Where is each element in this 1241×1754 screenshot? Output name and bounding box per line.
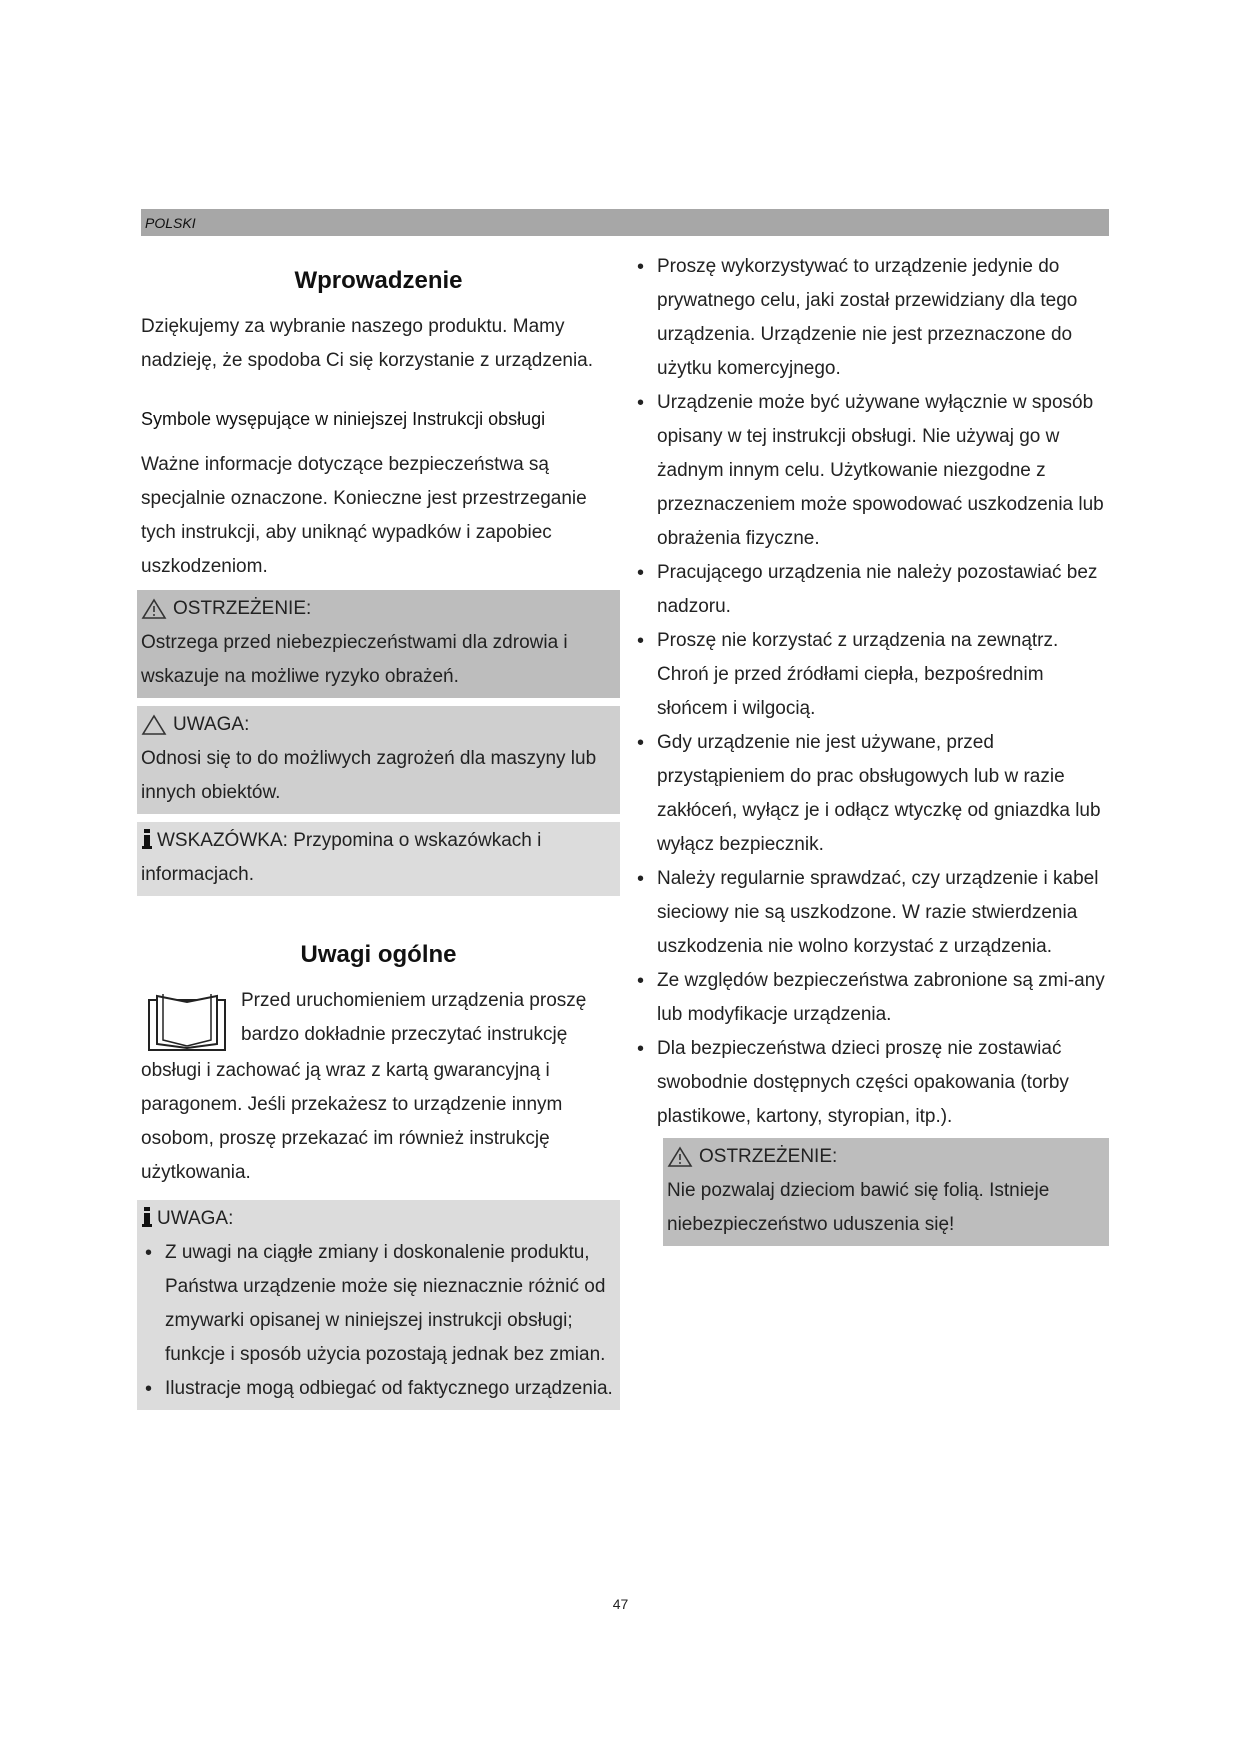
list-item: • Pracującego urządzenia nie należy pozostawiać bez nadzoru.: [633, 556, 1109, 624]
list-item: • Gdy urządzenie nie jest używane, przed przystąpieniem do prac obsługowych lub w razie zakłóceń, wyłącz je i odłącz wtyczkę od gniazdka lub wyłącz bezpiecznik.: [633, 726, 1109, 862]
note-label: UWAGA:: [157, 1208, 234, 1229]
general-text-line1: Przed uruchomieniem urządzenia proszę: [241, 990, 587, 1011]
general-text-line2: bardzo dokładnie przeczytać instrukcję: [241, 1024, 568, 1045]
note-box: [137, 1200, 620, 1410]
list-item: • Proszę nie korzystać z urządzenia na zewnątrz. Chroń je przed źródłami ciepła, bezpośrednim słońcem i wilgocią.: [633, 624, 1109, 726]
caution-triangle-icon: [141, 714, 167, 736]
list-item: • Dla bezpieczeństwa dzieci proszę nie zostawiać swobodnie dostępnych części opakowania (torby plastikowe, kartony, styropian, itp.).: [633, 1032, 1109, 1134]
language-label: POLSKI: [145, 215, 196, 231]
warning-box: [137, 590, 620, 698]
list-item: • Proszę wykorzystywać to urządzenie jedynie do prywatnego celu, jaki został przewidziany dla tego urządzenia. Urządzenie nie jest przeznaczone do użytku komercyjnego.: [633, 250, 1109, 386]
safety-list: [633, 250, 1109, 1134]
warning-text: Ostrzega przed niebezpieczeństwami dla zdrowia i wskazuje na możliwe ryzyko obrażeń.: [141, 632, 568, 687]
general-text-rest: obsługi i zachować ją wraz z kartą gwarancyjną i paragonem. Jeśli przekażesz to urządzenie innym osobom, proszę przekazać im również instrukcję użytkowania.: [141, 1060, 563, 1183]
note-list: [141, 1236, 616, 1406]
final-warning-label: OSTRZEŻENIE:: [699, 1146, 838, 1167]
info-icon: [141, 828, 153, 850]
page-number: 47: [612, 1596, 629, 1612]
intro-text: Dziękujemy za wybranie naszego produktu. Mamy nadzieję, że spodoba Ci się korzystanie z urządzenia.: [141, 316, 594, 371]
final-warning-box: [663, 1138, 1109, 1246]
info-icon: [141, 1206, 153, 1228]
list-item: • Z uwagi na ciągłe zmiany i doskonalenie produktu, Państwa urządzenie może się nieznacznie różnić od zmywarki opisanej w niniejszej instrukcji obsługi; funkcje i sposób użycia pozostają jednak bez zmian.: [141, 1236, 616, 1372]
caution-text: Odnosi się to do możliwych zagrożeń dla maszyny lub innych obiektów.: [141, 748, 597, 803]
left-column: [141, 250, 616, 1410]
intro-title: Wprowadzenie: [294, 267, 463, 294]
language-header-bar: [141, 209, 1109, 236]
book-icon: [147, 990, 227, 1054]
general-text-block: [141, 984, 616, 1190]
warning-triangle-icon: [141, 598, 167, 620]
caution-box: [137, 706, 620, 814]
warning-triangle-icon: [667, 1146, 693, 1168]
hint-box: [137, 822, 620, 896]
symbols-text: Ważne informacje dotyczące bezpieczeństwa są specjalnie oznaczone. Konieczne jest przestrzeganie tych instrukcji, aby uniknąć wypadków i zapobiec uszkodzeniom.: [141, 454, 587, 577]
list-item: • Urządzenie może być używane wyłącznie w sposób opisany w tej instrukcji obsługi. Nie używaj go w żadnym innym celu. Użytkowanie niezgodne z przeznaczeniem może spowodować uszkodzenia lub obrażenia fizyczne.: [633, 386, 1109, 556]
list-item: • Należy regularnie sprawdzać, czy urządzenie i kabel sieciowy nie są uszkodzone. W razie stwierdzenia uszkodzenia nie wolno korzystać z urządzenia.: [633, 862, 1109, 964]
right-column: [633, 250, 1109, 1246]
list-item: • Ze względów bezpieczeństwa zabronione są zmi-any lub modyfikacje urządzenia.: [633, 964, 1109, 1032]
symbols-heading: Symbole wysępujące w niniejszej Instrukcji obsługi: [141, 409, 546, 429]
hint-label: WSKAZÓWKA:: [157, 830, 288, 851]
warning-label: OSTRZEŻENIE:: [173, 598, 312, 619]
general-title: Uwagi ogólne: [300, 941, 457, 968]
caution-label: UWAGA:: [173, 714, 250, 735]
hint-text: Przypomina o wskazówkach i informacjach.: [141, 830, 542, 885]
list-item: • Ilustracje mogą odbiegać od faktycznego urządzenia.: [141, 1372, 616, 1406]
final-warning-text: Nie pozwalaj dzieciom bawić się folią. Istnieje niebezpieczeństwo uduszenia się!: [667, 1180, 1050, 1235]
